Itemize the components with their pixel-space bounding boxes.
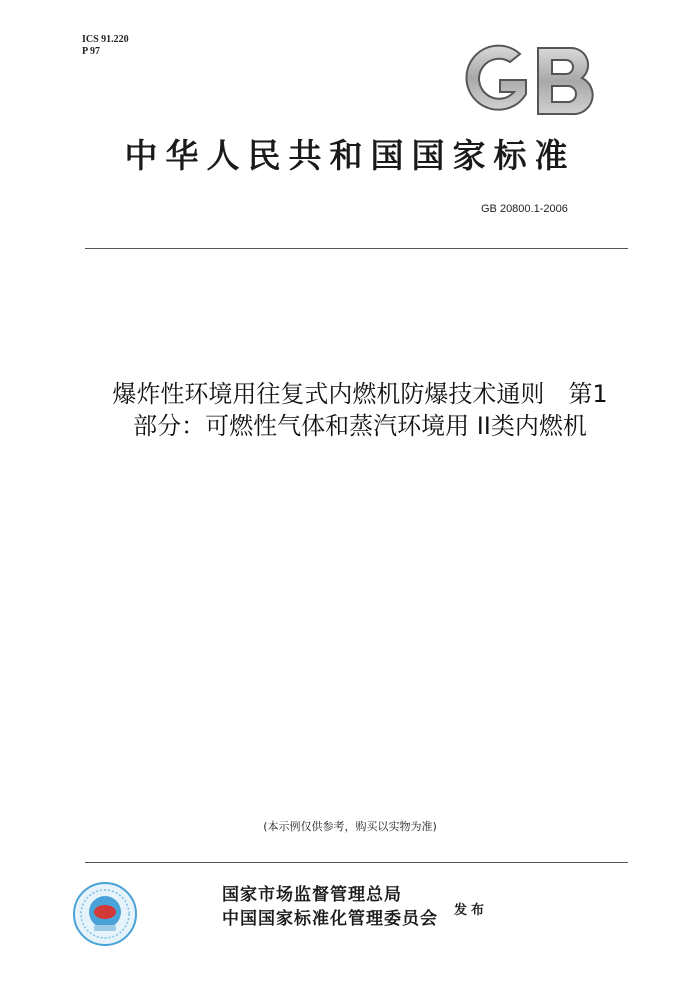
- bottom-divider: [85, 862, 628, 863]
- gb-logo-icon: [458, 40, 600, 122]
- issuer-samr: 国家市场监督管理总局: [222, 885, 402, 905]
- ics-code: ICS 91.220: [82, 34, 129, 45]
- country-standard-title: 中华人民共和国国家标准: [124, 136, 576, 175]
- document-title: [40, 378, 680, 442]
- document-title-line-1: 爆炸性环境用往复式内燃机防爆技术通则 第1: [112, 380, 608, 408]
- issuing-authorities: [222, 883, 438, 931]
- certification-seal-icon: [72, 881, 138, 947]
- standard-number: GB 20800.1-2006: [481, 203, 568, 215]
- classification-codes: [82, 34, 129, 58]
- top-divider: [85, 248, 628, 249]
- document-title-line-2: 部分：可燃性气体和蒸汽环境用 II类内燃机: [133, 412, 587, 440]
- publish-label: 发布: [454, 903, 489, 918]
- issuer-sac: 中国国家标准化管理委员会: [222, 909, 438, 929]
- sample-disclaimer: (本示例仅供参考，购买以实物为准): [263, 820, 437, 833]
- ccs-code: P 97: [82, 46, 101, 57]
